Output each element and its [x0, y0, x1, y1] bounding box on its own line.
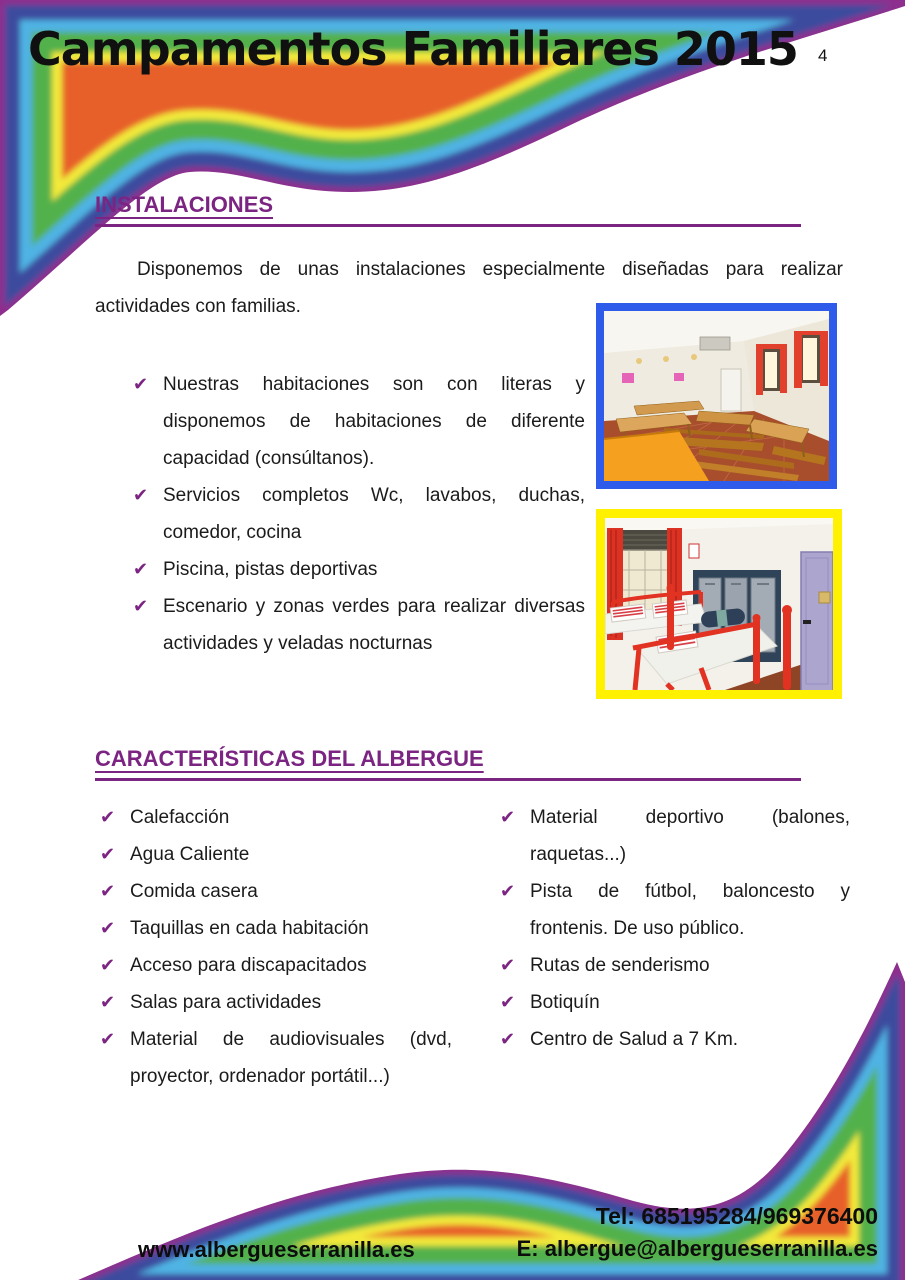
list-item-text: Botiquín	[530, 992, 600, 1013]
list-item	[100, 910, 452, 947]
check-icon: ✔	[133, 374, 149, 395]
check-icon: ✔	[100, 918, 116, 939]
list-item	[500, 799, 850, 873]
list-item	[500, 947, 850, 984]
check-icon: ✔	[500, 955, 516, 976]
list-item	[100, 836, 452, 873]
check-icon: ✔	[100, 844, 116, 865]
list-item	[500, 873, 850, 947]
list-item-text: Material de audiovisuales (dvd, proyector, ordenador portátil...)	[130, 1029, 452, 1087]
check-icon: ✔	[100, 807, 116, 828]
list-item-text: Comida casera	[130, 881, 258, 902]
features-column-left	[100, 799, 452, 1095]
list-item	[133, 588, 585, 662]
list-item-text: Rutas de senderismo	[530, 955, 710, 976]
list-item	[100, 1021, 452, 1095]
list-item-text: Servicios completos Wc, lavabos, duchas, comedor, cocina	[163, 485, 585, 543]
check-icon: ✔	[500, 881, 516, 902]
intro-paragraph: Disponemos de unas instalaciones especialmente diseñadas para realizar actividades con familias.	[95, 259, 843, 317]
bedroom-photo	[596, 509, 842, 699]
list-item-text: Nuestras habitaciones son con literas y disponemos de habitaciones de diferente capacidad (consúltanos).	[163, 374, 585, 469]
list-item-text: Piscina, pistas deportivas	[163, 559, 378, 580]
footer-email: E: albergue@albergueserranilla.es	[516, 1236, 878, 1261]
list-item	[133, 551, 585, 588]
list-item	[100, 947, 452, 984]
check-icon: ✔	[133, 559, 149, 580]
check-icon: ✔	[500, 807, 516, 828]
check-icon: ✔	[500, 1029, 516, 1050]
list-item-text: Escenario y zonas verdes para realizar diversas actividades y veladas nocturnas	[163, 596, 585, 654]
check-icon: ✔	[100, 1029, 116, 1050]
check-icon: ✔	[500, 992, 516, 1013]
list-item	[100, 984, 452, 1021]
section-heading-instalaciones: INSTALACIONES	[95, 192, 801, 227]
instalaciones-bullet-list	[133, 366, 585, 662]
features-column-right	[500, 799, 850, 1058]
check-icon: ✔	[100, 992, 116, 1013]
list-item-text: Calefacción	[130, 807, 230, 828]
section-heading-caracteristicas: CARACTERÍSTICAS DEL ALBERGUE	[95, 746, 801, 781]
list-item	[133, 366, 585, 477]
page-number: 4	[818, 46, 828, 65]
footer-telephone: Tel: 685195284/969376400	[595, 1203, 878, 1229]
check-icon: ✔	[133, 485, 149, 506]
check-icon: ✔	[133, 596, 149, 617]
list-item-text: Agua Caliente	[130, 844, 250, 865]
check-icon: ✔	[100, 881, 116, 902]
list-item	[500, 984, 850, 1021]
list-item-text: Pista de fútbol, baloncesto y frontenis. De uso público.	[530, 881, 850, 939]
list-item-text: Salas para actividades	[130, 992, 322, 1013]
list-item-text: Taquillas en cada habitación	[130, 918, 369, 939]
list-item-text: Acceso para discapacitados	[130, 955, 367, 976]
list-item-text: Material deportivo (balones, raquetas...)	[530, 807, 850, 865]
list-item	[100, 873, 452, 910]
page-title: Campamentos Familiares 2015	[28, 22, 798, 76]
list-item	[100, 799, 452, 836]
footer-website: www.albergueserranilla.es	[138, 1237, 415, 1262]
check-icon: ✔	[100, 955, 116, 976]
list-item-text: Centro de Salud a 7 Km.	[530, 1029, 739, 1050]
dining-room-photo	[596, 303, 837, 489]
list-item	[133, 477, 585, 551]
list-item	[500, 1021, 850, 1058]
